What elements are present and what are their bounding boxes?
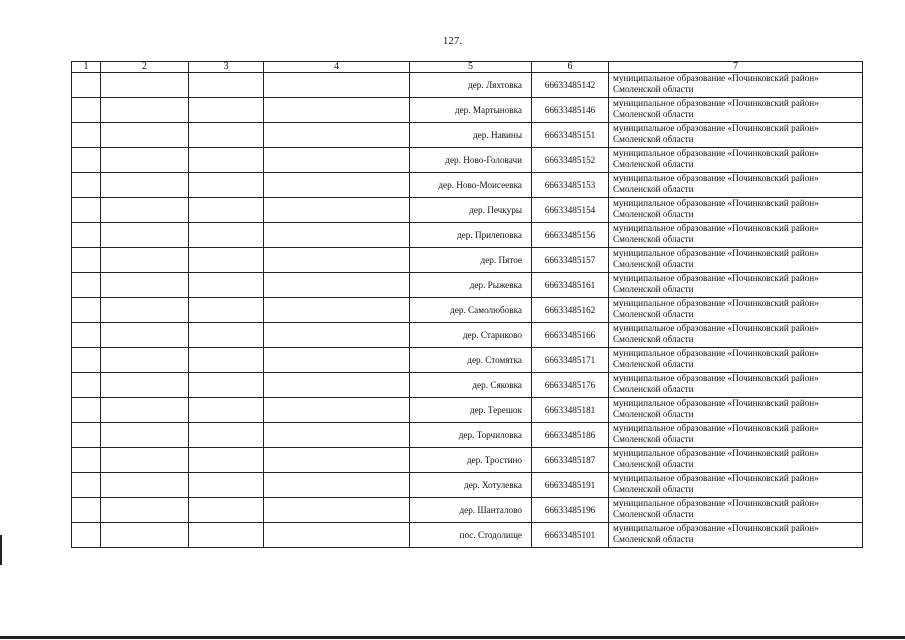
empty-cell — [264, 373, 410, 398]
empty-cell — [72, 423, 101, 448]
table-row — [72, 248, 863, 273]
table-row — [72, 373, 863, 398]
municipality-cell — [609, 123, 863, 148]
table-row — [72, 98, 863, 123]
oktmo-code: 66633485146 — [532, 98, 609, 123]
empty-cell — [264, 148, 410, 173]
empty-cell — [189, 248, 264, 273]
municipality-line-2: Смоленской области — [613, 534, 694, 544]
scan-edge-mark — [0, 535, 2, 565]
empty-cell — [72, 373, 101, 398]
municipality-cell — [609, 373, 863, 398]
empty-cell — [264, 498, 410, 523]
settlement-name: дер. Торчиловка — [410, 423, 532, 448]
municipality-line-1: муниципальное образование «Починковский район» — [613, 498, 819, 508]
header-row — [72, 62, 863, 73]
empty-cell — [189, 98, 264, 123]
settlement-name: дер. Стомятка — [410, 348, 532, 373]
empty-cell — [72, 323, 101, 348]
column-header-1: 1 — [72, 62, 101, 73]
municipality-line-1: муниципальное образование «Починковский район» — [613, 198, 819, 208]
municipality-line-2: Смоленской области — [613, 384, 694, 394]
empty-cell — [189, 423, 264, 448]
municipality-line-1: муниципальное образование «Починковский район» — [613, 348, 819, 358]
empty-cell — [72, 248, 101, 273]
empty-cell — [264, 173, 410, 198]
oktmo-code: 66633485191 — [532, 473, 609, 498]
empty-cell — [189, 273, 264, 298]
oktmo-code: 66633485162 — [532, 298, 609, 323]
municipality-line-2: Смоленской области — [613, 484, 694, 494]
empty-cell — [264, 473, 410, 498]
empty-cell — [264, 198, 410, 223]
municipality-line-2: Смоленской области — [613, 409, 694, 419]
municipality-line-2: Смоленской области — [613, 209, 694, 219]
municipality-line-2: Смоленской области — [613, 434, 694, 444]
empty-cell — [72, 198, 101, 223]
empty-cell — [189, 348, 264, 373]
settlement-name: дер. Ново-Головачи — [410, 148, 532, 173]
municipality-line-1: муниципальное образование «Починковский район» — [613, 473, 819, 483]
municipality-line-2: Смоленской области — [613, 309, 694, 319]
column-header-6: 6 — [532, 62, 609, 73]
municipality-line-1: муниципальное образование «Починковский район» — [613, 423, 819, 433]
empty-cell — [264, 398, 410, 423]
empty-cell — [101, 198, 189, 223]
oktmo-code: 66633485181 — [532, 398, 609, 423]
empty-cell — [101, 423, 189, 448]
settlements-table — [71, 61, 863, 548]
empty-cell — [101, 448, 189, 473]
municipality-line-1: муниципальное образование «Починковский район» — [613, 248, 819, 258]
municipality-line-1: муниципальное образование «Починковский район» — [613, 323, 819, 333]
empty-cell — [101, 348, 189, 373]
empty-cell — [72, 173, 101, 198]
table-row — [72, 223, 863, 248]
empty-cell — [72, 523, 101, 548]
empty-cell — [189, 448, 264, 473]
municipality-cell — [609, 73, 863, 98]
municipality-line-1: муниципальное образование «Починковский район» — [613, 123, 819, 133]
empty-cell — [189, 323, 264, 348]
empty-cell — [101, 323, 189, 348]
municipality-line-2: Смоленской области — [613, 109, 694, 119]
oktmo-code: 66633485196 — [532, 498, 609, 523]
empty-cell — [264, 248, 410, 273]
settlement-name: дер. Пятое — [410, 248, 532, 273]
municipality-line-1: муниципальное образование «Починковский район» — [613, 298, 819, 308]
table-row — [72, 423, 863, 448]
scan-bottom-edge — [0, 636, 905, 639]
municipality-cell — [609, 273, 863, 298]
table-row — [72, 198, 863, 223]
oktmo-code: 66633485166 — [532, 323, 609, 348]
municipality-cell — [609, 523, 863, 548]
empty-cell — [72, 348, 101, 373]
table-row — [72, 123, 863, 148]
empty-cell — [189, 298, 264, 323]
empty-cell — [189, 73, 264, 98]
table-row — [72, 498, 863, 523]
municipality-line-2: Смоленской области — [613, 84, 694, 94]
empty-cell — [72, 398, 101, 423]
table-row — [72, 273, 863, 298]
empty-cell — [101, 523, 189, 548]
oktmo-code: 66633485154 — [532, 198, 609, 223]
settlement-name: дер. Шанталово — [410, 498, 532, 523]
empty-cell — [72, 498, 101, 523]
table-row — [72, 148, 863, 173]
settlement-name: дер. Рыжевка — [410, 273, 532, 298]
settlement-name: дер. Ново-Моисеевка — [410, 173, 532, 198]
empty-cell — [189, 173, 264, 198]
municipality-line-2: Смоленской области — [613, 234, 694, 244]
empty-cell — [72, 123, 101, 148]
oktmo-code: 66633485153 — [532, 173, 609, 198]
municipality-cell — [609, 148, 863, 173]
municipality-cell — [609, 448, 863, 473]
settlement-name: дер. Самолюбовка — [410, 298, 532, 323]
empty-cell — [189, 123, 264, 148]
municipality-cell — [609, 198, 863, 223]
settlement-name: дер. Терешок — [410, 398, 532, 423]
oktmo-code: 66633485142 — [532, 73, 609, 98]
empty-cell — [72, 98, 101, 123]
empty-cell — [101, 498, 189, 523]
column-header-2: 2 — [101, 62, 189, 73]
empty-cell — [264, 73, 410, 98]
municipality-line-1: муниципальное образование «Починковский район» — [613, 448, 819, 458]
table-row — [72, 523, 863, 548]
oktmo-code: 66633485187 — [532, 448, 609, 473]
empty-cell — [101, 148, 189, 173]
empty-cell — [72, 73, 101, 98]
empty-cell — [101, 173, 189, 198]
municipality-line-2: Смоленской области — [613, 509, 694, 519]
municipality-cell — [609, 173, 863, 198]
settlement-name: дер. Прилеповка — [410, 223, 532, 248]
table-row — [72, 473, 863, 498]
empty-cell — [189, 473, 264, 498]
column-header-7: 7 — [609, 62, 863, 73]
oktmo-code: 66633485156 — [532, 223, 609, 248]
empty-cell — [101, 98, 189, 123]
municipality-line-2: Смоленской области — [613, 184, 694, 194]
empty-cell — [264, 348, 410, 373]
municipality-line-2: Смоленской области — [613, 334, 694, 344]
empty-cell — [189, 523, 264, 548]
municipality-line-1: муниципальное образование «Починковский район» — [613, 223, 819, 233]
empty-cell — [101, 248, 189, 273]
settlement-name: дер. Навины — [410, 123, 532, 148]
empty-cell — [264, 123, 410, 148]
oktmo-code: 66633485151 — [532, 123, 609, 148]
municipality-cell — [609, 473, 863, 498]
municipality-cell — [609, 98, 863, 123]
municipality-line-1: муниципальное образование «Починковский район» — [613, 173, 819, 183]
oktmo-code: 66633485101 — [532, 523, 609, 548]
oktmo-code: 66633485171 — [532, 348, 609, 373]
settlement-name: пос. Стодолище — [410, 523, 532, 548]
municipality-cell — [609, 248, 863, 273]
settlement-name: дер. Ляхтовка — [410, 73, 532, 98]
municipality-line-2: Смоленской области — [613, 459, 694, 469]
empty-cell — [189, 148, 264, 173]
table-row — [72, 398, 863, 423]
empty-cell — [101, 373, 189, 398]
empty-cell — [72, 273, 101, 298]
empty-cell — [264, 323, 410, 348]
empty-cell — [72, 148, 101, 173]
settlement-name: дер. Печкуры — [410, 198, 532, 223]
table-row — [72, 298, 863, 323]
empty-cell — [264, 423, 410, 448]
column-header-3: 3 — [189, 62, 264, 73]
empty-cell — [264, 298, 410, 323]
municipality-cell — [609, 498, 863, 523]
settlement-name: дер. Сяковка — [410, 373, 532, 398]
empty-cell — [101, 223, 189, 248]
municipality-line-1: муниципальное образование «Починковский район» — [613, 523, 819, 533]
municipality-line-1: муниципальное образование «Починковский район» — [613, 73, 819, 83]
municipality-cell — [609, 398, 863, 423]
empty-cell — [101, 73, 189, 98]
table-row — [72, 348, 863, 373]
empty-cell — [101, 123, 189, 148]
municipality-cell — [609, 298, 863, 323]
column-header-4: 4 — [264, 62, 410, 73]
table-row — [72, 448, 863, 473]
oktmo-code: 66633485157 — [532, 248, 609, 273]
municipality-line-2: Смоленской области — [613, 284, 694, 294]
municipality-line-1: муниципальное образование «Починковский район» — [613, 373, 819, 383]
empty-cell — [264, 98, 410, 123]
settlement-name: дер. Стариково — [410, 323, 532, 348]
empty-cell — [189, 398, 264, 423]
empty-cell — [101, 298, 189, 323]
municipality-line-2: Смоленской области — [613, 259, 694, 269]
empty-cell — [189, 373, 264, 398]
oktmo-code: 66633485152 — [532, 148, 609, 173]
empty-cell — [189, 498, 264, 523]
empty-cell — [72, 223, 101, 248]
settlement-name: дер. Тростино — [410, 448, 532, 473]
empty-cell — [72, 473, 101, 498]
oktmo-code: 66633485161 — [532, 273, 609, 298]
empty-cell — [189, 198, 264, 223]
municipality-cell — [609, 223, 863, 248]
municipality-line-1: муниципальное образование «Починковский район» — [613, 148, 819, 158]
empty-cell — [101, 473, 189, 498]
empty-cell — [264, 273, 410, 298]
table-row — [72, 73, 863, 98]
column-header-5: 5 — [410, 62, 532, 73]
settlement-name: дер. Хотулевка — [410, 473, 532, 498]
empty-cell — [72, 448, 101, 473]
municipality-line-1: муниципальное образование «Починковский район» — [613, 98, 819, 108]
municipality-line-2: Смоленской области — [613, 134, 694, 144]
oktmo-code: 66633485176 — [532, 373, 609, 398]
municipality-cell — [609, 323, 863, 348]
municipality-line-1: муниципальное образование «Починковский район» — [613, 273, 819, 283]
empty-cell — [101, 273, 189, 298]
empty-cell — [101, 398, 189, 423]
settlement-name: дер. Мартыновка — [410, 98, 532, 123]
empty-cell — [189, 223, 264, 248]
empty-cell — [72, 298, 101, 323]
table-row — [72, 173, 863, 198]
empty-cell — [264, 223, 410, 248]
oktmo-code: 66633485186 — [532, 423, 609, 448]
municipality-line-1: муниципальное образование «Починковский район» — [613, 398, 819, 408]
empty-cell — [264, 448, 410, 473]
municipality-cell — [609, 423, 863, 448]
table-row — [72, 323, 863, 348]
municipality-cell — [609, 348, 863, 373]
municipality-line-2: Смоленской области — [613, 359, 694, 369]
page-number: 127. — [442, 35, 463, 47]
empty-cell — [264, 523, 410, 548]
municipality-line-2: Смоленской области — [613, 159, 694, 169]
